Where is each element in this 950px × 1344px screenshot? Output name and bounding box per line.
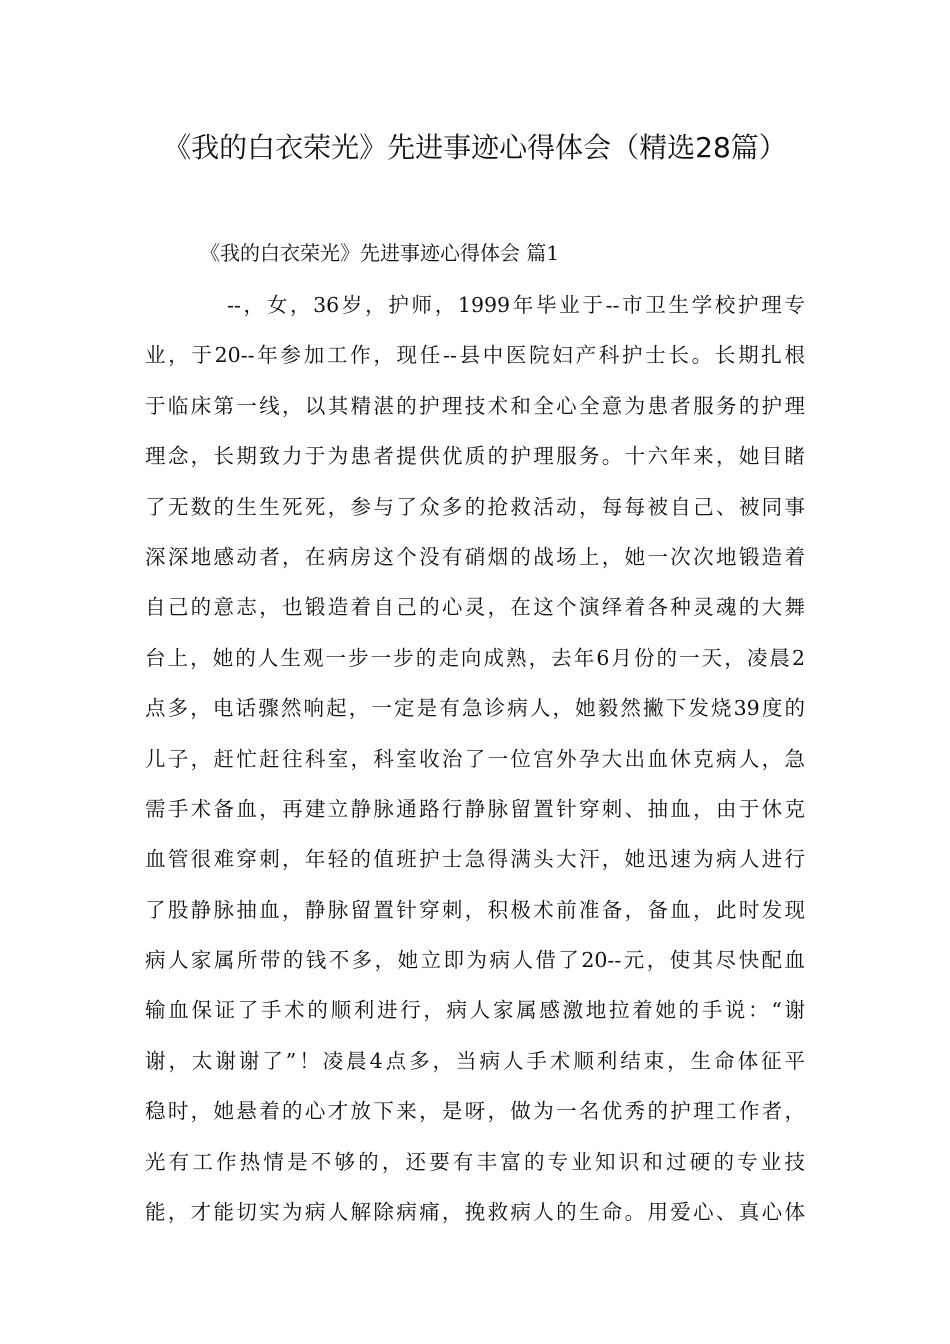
text-line: 稳时，她悬着的心才放下来，是呀，做为一名优秀的护理工作者，	[145, 1099, 805, 1124]
text-line: 点多，电话骤然响起，一定是有急诊病人，她毅然撇下发烧39度的	[145, 696, 805, 721]
text-line: --，女，36岁，护师，1999年毕业于--市卫生学校护理专	[227, 293, 805, 317]
text-line: 于临床第一线，以其精湛的护理技术和全心全意为患者服务的护理	[145, 393, 805, 418]
text-line: 输血保证了手术的顺利进行，病人家属感激地拉着她的手说：“谢	[145, 998, 805, 1023]
text-line: 自己的意志，也锻造着自己的心灵，在这个演绎着各种灵魂的大舞	[145, 595, 805, 620]
document-title: 《我的白衣荣光》先进事迹心得体会（精选28篇）	[163, 131, 787, 164]
section-heading: 《我的白衣荣光》先进事迹心得体会 篇1	[200, 241, 560, 265]
text-line: 业，于20--年参加工作，现任--县中医院妇产科护士长。长期扎根	[145, 343, 805, 368]
text-line: 台上，她的人生观一步一步的走向成熟，去年6月份的一天，凌晨2	[145, 645, 805, 670]
text-line: 谢，太谢谢了”！凌晨4点多，当病人手术顺利结束，生命体征平	[145, 1048, 805, 1073]
text-line: 需手术备血，再建立静脉通路行静脉留置针穿刺、抽血，由于休克	[145, 796, 805, 821]
text-line: 能，才能切实为病人解除病痛，挽救病人的生命。用爱心、真心体	[145, 1200, 805, 1225]
text-line: 深深地感动者，在病房这个没有硝烟的战场上，她一次次地锻造着	[145, 544, 805, 569]
text-line: 了无数的生生死死，参与了众多的抢救活动，每每被自己、被同事	[145, 494, 805, 519]
text-line: 血管很难穿刺，年轻的值班护士急得满头大汗，她迅速为病人进行	[145, 847, 805, 872]
text-line: 理念，长期致力于为患者提供优质的护理服务。十六年来，她目睹	[145, 444, 805, 469]
text-line: 儿子，赶忙赶往科室，科室收治了一位宫外孕大出血休克病人，急	[145, 746, 805, 771]
text-line: 光有工作热情是不够的，还要有丰富的专业知识和过硬的专业技	[145, 1149, 805, 1174]
text-line: 病人家属所带的钱不多，她立即为病人借了20--元，使其尽快配血	[145, 948, 805, 973]
text-line: 了股静脉抽血，静脉留置针穿刺，积极术前准备，备血，此时发现	[145, 897, 805, 922]
body-paragraph	[145, 280, 805, 1237]
